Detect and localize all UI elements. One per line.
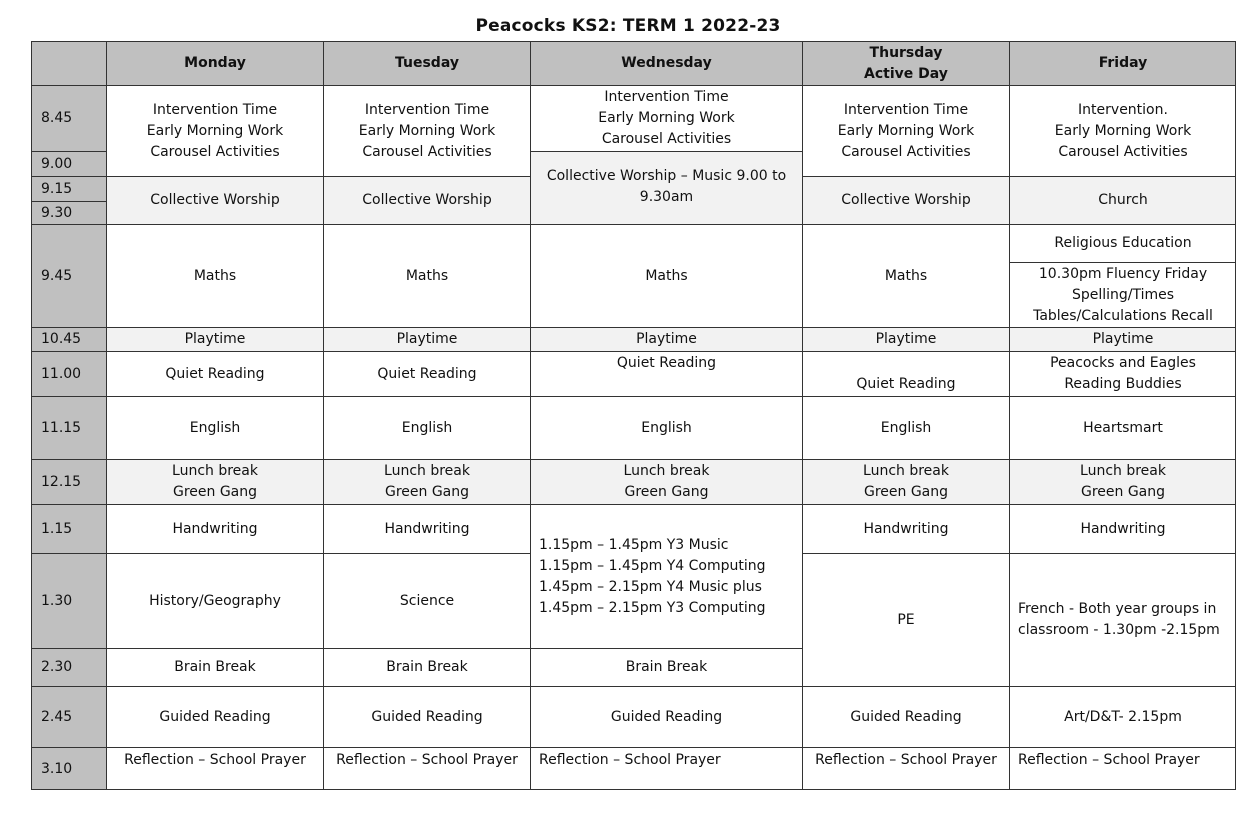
cell-tuesday-maths: Maths (323, 224, 530, 327)
page-title: Peacocks KS2: TERM 1 2022-23 (475, 16, 781, 36)
cell-wednesday-worship: Collective Worship – Music 9.00 to 9.30am (530, 151, 802, 224)
cell-monday-history: History/Geography (106, 553, 323, 648)
cell-friday-buddies: Peacocks and Eagles Reading Buddies (1009, 351, 1236, 396)
cell-friday-lunch: Lunch break Green Gang (1009, 459, 1236, 504)
cell-friday-heartsmart: Heartsmart (1009, 396, 1236, 459)
cell-thursday-lunch: Lunch break Green Gang (802, 459, 1009, 504)
time-cell: 11.15 (31, 396, 106, 459)
cell-tuesday-guided: Guided Reading (323, 686, 530, 747)
time-cell: 9.15 (31, 176, 106, 201)
time-cell: 3.10 (31, 747, 106, 790)
cell-monday-brainbreak: Brain Break (106, 648, 323, 686)
cell-wednesday-maths: Maths (530, 224, 802, 327)
cell-monday-guided: Guided Reading (106, 686, 323, 747)
cell-wednesday-english: English (530, 396, 802, 459)
cell-monday-playtime: Playtime (106, 327, 323, 351)
time-cell: 9.30 (31, 201, 106, 224)
cell-friday-playtime: Playtime (1009, 327, 1236, 351)
time-cell: 9.00 (31, 151, 106, 176)
cell-monday-maths: Maths (106, 224, 323, 327)
cell-tuesday-playtime: Playtime (323, 327, 530, 351)
cell-monday-reflection: Reflection – School Prayer (106, 747, 323, 790)
cell-thursday-guided: Guided Reading (802, 686, 1009, 747)
header-friday: Friday (1009, 41, 1236, 85)
cell-tuesday-handwriting: Handwriting (323, 504, 530, 553)
cell-monday-intervention: Intervention Time Early Morning Work Carousel Activities (106, 85, 323, 176)
cell-tuesday-reflection: Reflection – School Prayer (323, 747, 530, 790)
cell-thursday-maths: Maths (802, 224, 1009, 327)
cell-friday-reflection: Reflection – School Prayer (1009, 747, 1236, 790)
cell-thursday-reflection: Reflection – School Prayer (802, 747, 1009, 790)
cell-thursday-english: English (802, 396, 1009, 459)
header-wednesday: Wednesday (530, 41, 802, 85)
cell-tuesday-worship: Collective Worship (323, 176, 530, 224)
cell-thursday-intervention: Intervention Time Early Morning Work Carousel Activities (802, 85, 1009, 176)
cell-wednesday-lunch: Lunch break Green Gang (530, 459, 802, 504)
header-monday: Monday (106, 41, 323, 85)
time-cell: 2.30 (31, 648, 106, 686)
cell-wednesday-reading: Quiet Reading (530, 351, 802, 396)
cell-monday-worship: Collective Worship (106, 176, 323, 224)
cell-friday-church: Church (1009, 176, 1236, 224)
cell-wednesday-brainbreak: Brain Break (530, 648, 802, 686)
time-cell: 1.30 (31, 553, 106, 648)
time-cell: 11.00 (31, 351, 106, 396)
header-thursday-label: Thursday (869, 44, 943, 61)
cell-tuesday-english: English (323, 396, 530, 459)
cell-tuesday-intervention: Intervention Time Early Morning Work Carousel Activities (323, 85, 530, 176)
header-thursday (802, 41, 1009, 85)
cell-wednesday-playtime: Playtime (530, 327, 802, 351)
cell-friday-fluency: 10.30pm Fluency Friday Spelling/Times Tables/Calculations Recall (1009, 262, 1236, 327)
time-cell: 8.45 (31, 85, 106, 151)
cell-thursday-worship: Collective Worship (802, 176, 1009, 224)
cell-friday-french: French - Both year groups in classroom - 1.30pm -2.15pm (1009, 553, 1236, 686)
header-corner (31, 41, 106, 85)
cell-tuesday-reading: Quiet Reading (323, 351, 530, 396)
time-cell: 10.45 (31, 327, 106, 351)
cell-thursday-playtime: Playtime (802, 327, 1009, 351)
time-cell: 1.15 (31, 504, 106, 553)
cell-thursday-pe: PE (802, 553, 1009, 686)
cell-wednesday-afternoon: 1.15pm – 1.45pm Y3 Music 1.15pm – 1.45pm Y4 Computing 1.45pm – 2.15pm Y4 Music plus 1.45pm – 2.15pm Y3 Computing (530, 504, 802, 648)
time-cell: 9.45 (31, 224, 106, 327)
cell-friday-re: Religious Education (1009, 224, 1236, 262)
cell-tuesday-lunch: Lunch break Green Gang (323, 459, 530, 504)
cell-tuesday-brainbreak: Brain Break (323, 648, 530, 686)
cell-monday-lunch: Lunch break Green Gang (106, 459, 323, 504)
cell-wednesday-intervention: Intervention Time Early Morning Work Carousel Activities (530, 85, 802, 151)
cell-friday-art: Art/D&T- 2.15pm (1009, 686, 1236, 747)
cell-thursday-handwriting: Handwriting (802, 504, 1009, 553)
cell-monday-handwriting: Handwriting (106, 504, 323, 553)
cell-friday-handwriting: Handwriting (1009, 504, 1236, 553)
cell-wednesday-reflection: Reflection – School Prayer (530, 747, 802, 790)
cell-thursday-reading: Quiet Reading (802, 351, 1009, 396)
header-thursday-sub: Active Day (864, 65, 948, 82)
cell-monday-reading: Quiet Reading (106, 351, 323, 396)
cell-monday-english: English (106, 396, 323, 459)
cell-friday-intervention: Intervention. Early Morning Work Carousel Activities (1009, 85, 1236, 176)
cell-wednesday-guided: Guided Reading (530, 686, 802, 747)
cell-tuesday-science: Science (323, 553, 530, 648)
time-cell: 12.15 (31, 459, 106, 504)
header-tuesday: Tuesday (323, 41, 530, 85)
time-cell: 2.45 (31, 686, 106, 747)
